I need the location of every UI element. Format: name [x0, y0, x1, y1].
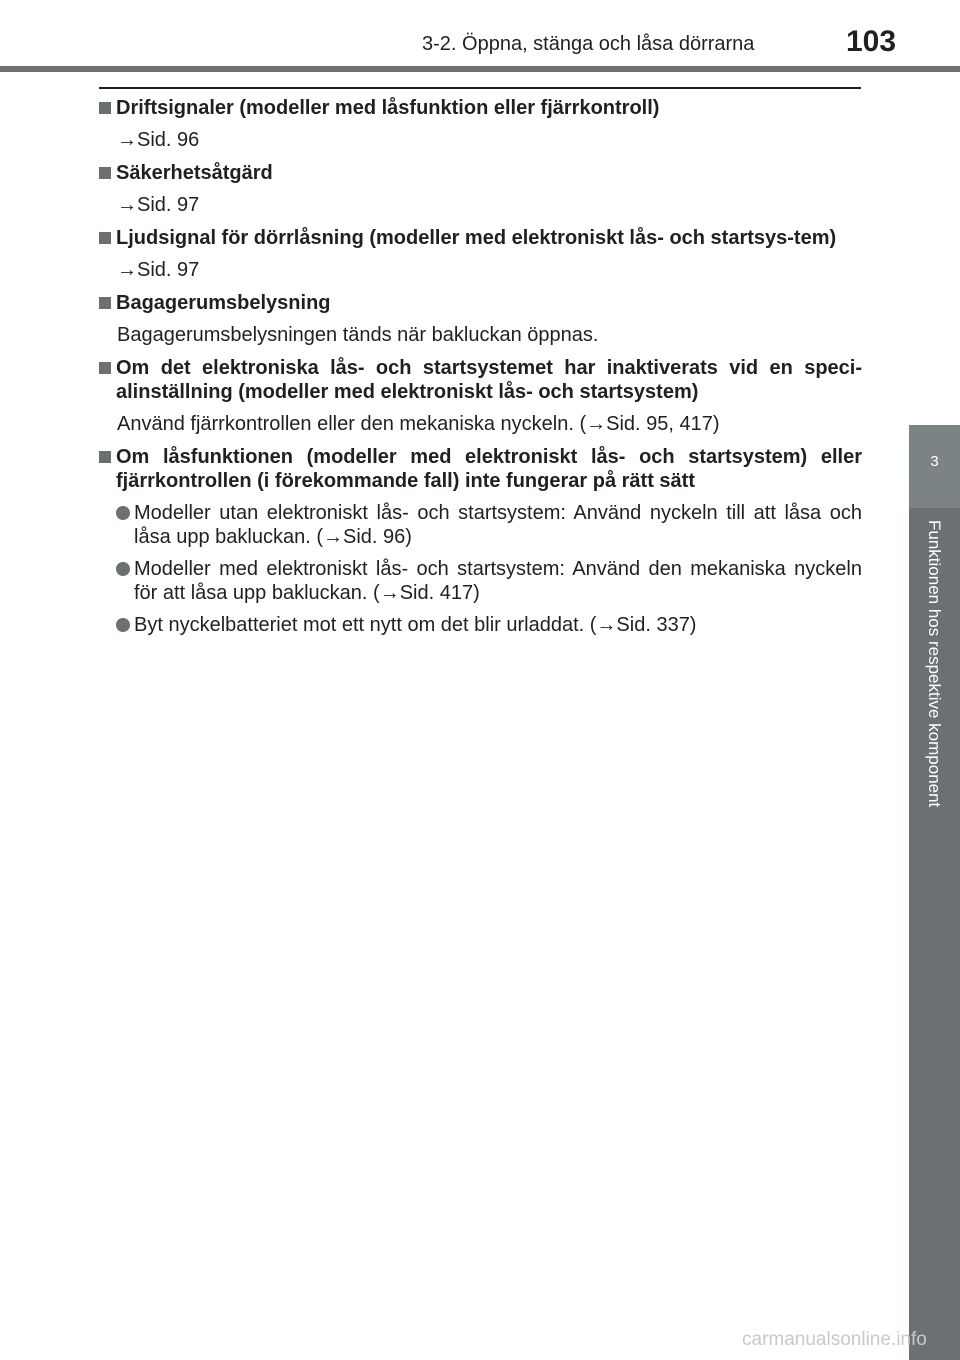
page-number: 103	[846, 25, 897, 58]
section-heading-text: Säkerhetsåtgärd	[116, 162, 273, 184]
section-heading	[96, 445, 862, 493]
list-item-text: Modeller utan elektroniskt lås- och startsystem: Använd nyckeln till att låsa och låsa upp bakluckan. (→Sid. 96)	[134, 502, 862, 548]
square-bullet-icon	[99, 167, 111, 179]
section-heading	[96, 161, 862, 185]
round-bullet-icon	[116, 506, 130, 520]
chapter-label: Funktionen hos respektive komponent	[925, 520, 944, 808]
page-reference: →Sid. 96	[117, 129, 200, 151]
section-heading	[96, 356, 862, 404]
list-item	[96, 557, 862, 605]
square-bullet-icon	[99, 232, 111, 244]
section-sakerhetsatgard	[96, 161, 862, 217]
section-heading-text: Bagagerumsbelysning	[116, 292, 331, 314]
list-item	[96, 613, 862, 637]
chapter-number: 3	[930, 453, 939, 470]
square-bullet-icon	[99, 102, 111, 114]
section-heading-text: Ljudsignal för dörrlåsning (modeller med elektroniskt lås- och startsys-tem)	[116, 227, 837, 249]
list-item-text: Byt nyckelbatteriet mot ett nytt om det blir urladdat. (→Sid. 337)	[134, 614, 697, 636]
page-reference: →Sid. 97	[117, 259, 200, 281]
page-content	[96, 96, 862, 645]
section-body: Använd fjärrkontrollen eller den mekaniska nyckeln. (→Sid. 95, 417)	[117, 413, 720, 435]
square-bullet-icon	[99, 297, 111, 309]
chapter-side-bar	[909, 508, 960, 1360]
round-bullet-icon	[116, 562, 130, 576]
list-item-text: Modeller med elektroniskt lås- och startsystem: Använd den mekaniska nyckeln för att låsa upp bakluckan. (→Sid. 417)	[134, 558, 862, 604]
square-bullet-icon	[99, 451, 111, 463]
page-reference: →Sid. 97	[117, 194, 200, 216]
section-heading-text: Driftsignaler (modeller med låsfunktion eller fjärrkontroll)	[116, 97, 660, 119]
section-bagagerumsbelysning	[96, 291, 862, 347]
section-ljudsignal	[96, 226, 862, 282]
list-item	[96, 501, 862, 549]
section-driftsignaler	[96, 96, 862, 152]
square-bullet-icon	[99, 362, 111, 374]
watermark: carmanualsonline.info	[742, 1329, 927, 1350]
section-inaktiverat	[96, 356, 862, 436]
chapter-tab	[909, 425, 960, 508]
round-bullet-icon	[116, 618, 130, 632]
section-body: Bagagerumsbelysningen tänds när bakluckan öppnas.	[117, 324, 599, 346]
section-heading-text: Om låsfunktionen (modeller med elektroniskt lås- och startsystem) eller fjärrkontrollen (i förekommande fall) inte fungerar på rätt sätt	[116, 446, 862, 492]
header-bar	[0, 66, 960, 72]
section-title: 3-2. Öppna, stänga och låsa dörrarna	[422, 33, 755, 55]
section-heading	[96, 226, 862, 250]
section-heading-text: Om det elektroniska lås- och startsystemet har inaktiverats vid en speci-alinställning (modeller med elektroniskt lås- och startsystem)	[116, 357, 862, 403]
section-lasfunktionen	[96, 445, 862, 637]
section-heading	[96, 96, 862, 120]
section-heading	[96, 291, 862, 315]
top-rule	[99, 87, 861, 89]
